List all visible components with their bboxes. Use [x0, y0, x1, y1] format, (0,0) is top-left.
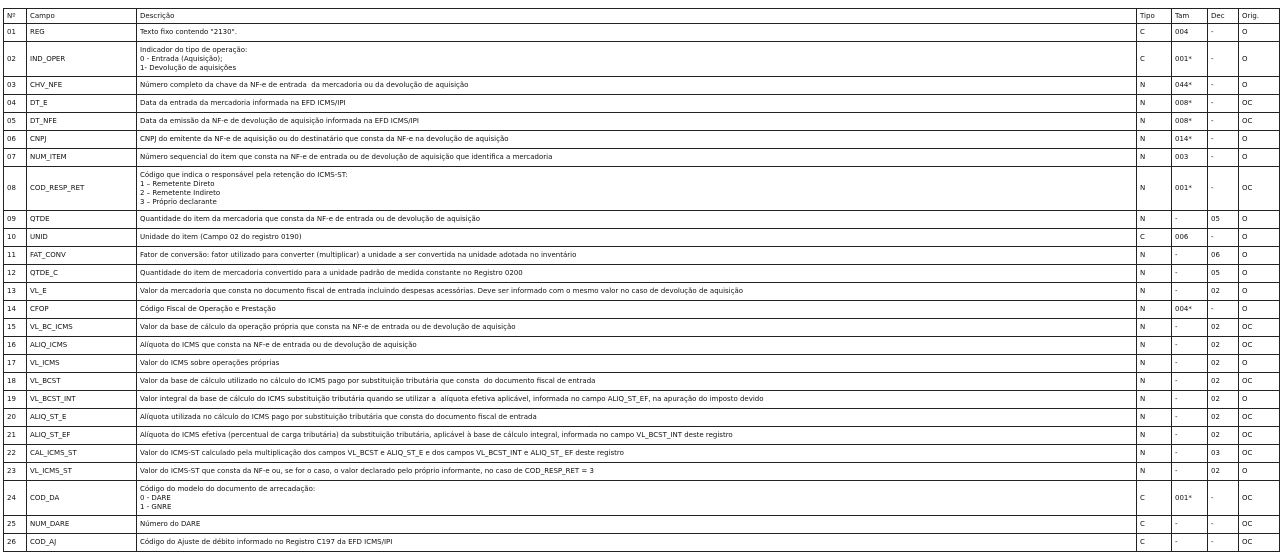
cell-dec: 02: [1208, 337, 1239, 355]
table-row: [4, 24, 1280, 42]
cell-descricao: Valor do ICMS-ST que consta da NF-e ou, se for o caso, o valor declarado pelo próprio informante, no caso de COD_RESP_RET = 3: [137, 463, 1137, 481]
cell-dec: -: [1208, 95, 1239, 113]
cell-descricao: Unidade do item (Campo 02 do registro 0190): [137, 229, 1137, 247]
cell-dec: -: [1208, 167, 1239, 211]
cell-num: 03: [4, 77, 27, 95]
cell-descricao: Valor da base de cálculo utilizado no cálculo do ICMS pago por substituição tributária que consta do documento fiscal de entrada: [137, 373, 1137, 391]
cell-orig: OC: [1239, 337, 1280, 355]
header-cell-orig: Orig.: [1239, 9, 1280, 24]
cell-campo: FAT_CONV: [27, 247, 137, 265]
header-cell-dec: Dec: [1208, 9, 1239, 24]
cell-descricao: Valor do ICMS sobre operações próprias: [137, 355, 1137, 373]
cell-num: 13: [4, 283, 27, 301]
cell-dec: 02: [1208, 373, 1239, 391]
cell-tipo: N: [1137, 95, 1172, 113]
cell-tam: -: [1172, 211, 1208, 229]
cell-num: 18: [4, 373, 27, 391]
cell-num: 12: [4, 265, 27, 283]
cell-num: 21: [4, 427, 27, 445]
cell-tam: -: [1172, 516, 1208, 534]
cell-num: 06: [4, 131, 27, 149]
cell-orig: O: [1239, 247, 1280, 265]
cell-descricao: Número sequencial do item que consta na NF-e de entrada ou de devolução de aquisição que identifica a mercadoria: [137, 149, 1137, 167]
cell-orig: OC: [1239, 167, 1280, 211]
cell-tipo: N: [1137, 409, 1172, 427]
cell-tipo: N: [1137, 265, 1172, 283]
cell-tipo: N: [1137, 301, 1172, 319]
table-row: [4, 409, 1280, 427]
cell-num: 10: [4, 229, 27, 247]
cell-orig: OC: [1239, 516, 1280, 534]
cell-tipo: N: [1137, 113, 1172, 131]
cell-tam: 008*: [1172, 113, 1208, 131]
cell-campo: VL_ICMS: [27, 355, 137, 373]
cell-campo: CHV_NFE: [27, 77, 137, 95]
cell-tam: -: [1172, 391, 1208, 409]
cell-campo: QTDE: [27, 211, 137, 229]
cell-dec: -: [1208, 113, 1239, 131]
table-row: [4, 42, 1280, 77]
cell-tam: -: [1172, 247, 1208, 265]
header-cell-descricao: Descrição: [137, 9, 1137, 24]
cell-tam: -: [1172, 373, 1208, 391]
register-table-container: [3, 8, 1280, 552]
cell-num: 15: [4, 319, 27, 337]
cell-orig: O: [1239, 463, 1280, 481]
cell-descricao: Valor do ICMS-ST calculado pela multiplicação dos campos VL_BCST e ALIQ_ST_E e dos campos VL_BCST_INT e ALIQ_ST_ EF deste registro: [137, 445, 1137, 463]
cell-tam: -: [1172, 337, 1208, 355]
cell-num: 05: [4, 113, 27, 131]
cell-tam: 001*: [1172, 167, 1208, 211]
cell-num: 04: [4, 95, 27, 113]
cell-orig: OC: [1239, 534, 1280, 552]
cell-tipo: N: [1137, 445, 1172, 463]
cell-dec: -: [1208, 24, 1239, 42]
cell-descricao: Valor integral da base de cálculo do ICMS substituição tributária quando se utilizar a alíquota efetiva aplicável, informada no campo ALIQ_ST_EF, na apuração do imposto devido: [137, 391, 1137, 409]
table-row: [4, 373, 1280, 391]
cell-orig: O: [1239, 211, 1280, 229]
cell-tipo: N: [1137, 427, 1172, 445]
cell-descricao: Número do DARE: [137, 516, 1137, 534]
cell-campo: REG: [27, 24, 137, 42]
table-row: [4, 534, 1280, 552]
cell-dec: -: [1208, 149, 1239, 167]
cell-dec: 02: [1208, 409, 1239, 427]
cell-dec: -: [1208, 77, 1239, 95]
cell-tipo: C: [1137, 42, 1172, 77]
cell-tipo: N: [1137, 77, 1172, 95]
cell-descricao: Valor da base de cálculo da operação própria que consta na NF-e de entrada ou de devolução de aquisição: [137, 319, 1137, 337]
cell-tipo: C: [1137, 534, 1172, 552]
table-row: [4, 301, 1280, 319]
table-row: [4, 516, 1280, 534]
cell-descricao: Quantidade do item da mercadoria que consta da NF-e de entrada ou de devolução de aquisição: [137, 211, 1137, 229]
cell-campo: CNPJ: [27, 131, 137, 149]
table-row: [4, 77, 1280, 95]
cell-tam: -: [1172, 463, 1208, 481]
cell-descricao: Alíquota utilizada no cálculo do ICMS pago por substituição tributária que consta do documento fiscal de entrada: [137, 409, 1137, 427]
cell-campo: VL_E: [27, 283, 137, 301]
cell-num: 23: [4, 463, 27, 481]
header-cell-tipo: Tipo: [1137, 9, 1172, 24]
cell-orig: O: [1239, 149, 1280, 167]
header-cell-num: Nº: [4, 9, 27, 24]
cell-descricao: Código do Ajuste de débito informado no Registro C197 da EFD ICMS/IPI: [137, 534, 1137, 552]
cell-num: 14: [4, 301, 27, 319]
cell-campo: IND_OPER: [27, 42, 137, 77]
cell-campo: COD_RESP_RET: [27, 167, 137, 211]
table-row: [4, 229, 1280, 247]
table-row: [4, 265, 1280, 283]
cell-tam: 003: [1172, 149, 1208, 167]
cell-descricao: Código do modelo do documento de arrecadação: 0 - DARE 1 - GNRE: [137, 481, 1137, 516]
cell-num: 25: [4, 516, 27, 534]
cell-orig: OC: [1239, 445, 1280, 463]
cell-tam: 008*: [1172, 95, 1208, 113]
cell-campo: NUM_DARE: [27, 516, 137, 534]
cell-orig: OC: [1239, 427, 1280, 445]
cell-campo: VL_BCST: [27, 373, 137, 391]
cell-tam: 001*: [1172, 481, 1208, 516]
table-row: [4, 283, 1280, 301]
cell-tam: -: [1172, 427, 1208, 445]
cell-num: 09: [4, 211, 27, 229]
cell-descricao: Data da emissão da NF-e de devolução de aquisição informada na EFD ICMS/IPI: [137, 113, 1137, 131]
cell-orig: O: [1239, 229, 1280, 247]
table-row: [4, 427, 1280, 445]
cell-num: 17: [4, 355, 27, 373]
cell-num: 07: [4, 149, 27, 167]
cell-campo: VL_ICMS_ST: [27, 463, 137, 481]
cell-num: 20: [4, 409, 27, 427]
cell-campo: ALIQ_ST_EF: [27, 427, 137, 445]
cell-tam: -: [1172, 445, 1208, 463]
cell-orig: O: [1239, 301, 1280, 319]
cell-tipo: N: [1137, 283, 1172, 301]
cell-num: 19: [4, 391, 27, 409]
cell-orig: O: [1239, 24, 1280, 42]
cell-campo: DT_NFE: [27, 113, 137, 131]
cell-orig: OC: [1239, 319, 1280, 337]
table-row: [4, 131, 1280, 149]
cell-campo: ALIQ_ST_E: [27, 409, 137, 427]
cell-orig: O: [1239, 355, 1280, 373]
cell-tipo: C: [1137, 516, 1172, 534]
cell-campo: COD_DA: [27, 481, 137, 516]
cell-campo: CFOP: [27, 301, 137, 319]
cell-tipo: N: [1137, 319, 1172, 337]
cell-campo: ALIQ_ICMS: [27, 337, 137, 355]
cell-descricao: Fator de conversão: fator utilizado para converter (multiplicar) a unidade a ser convertida na unidade adotada no inventário: [137, 247, 1137, 265]
cell-campo: NUM_ITEM: [27, 149, 137, 167]
cell-tipo: C: [1137, 229, 1172, 247]
cell-tam: 004: [1172, 24, 1208, 42]
cell-tam: 044*: [1172, 77, 1208, 95]
table-row: [4, 319, 1280, 337]
cell-num: 16: [4, 337, 27, 355]
cell-campo: VL_BCST_INT: [27, 391, 137, 409]
cell-num: 08: [4, 167, 27, 211]
header-cell-tam: Tam: [1172, 9, 1208, 24]
cell-tam: 004*: [1172, 301, 1208, 319]
cell-dec: 06: [1208, 247, 1239, 265]
cell-dec: -: [1208, 131, 1239, 149]
cell-dec: 02: [1208, 391, 1239, 409]
cell-descricao: Texto fixo contendo "2130".: [137, 24, 1137, 42]
cell-num: 11: [4, 247, 27, 265]
table-row: [4, 391, 1280, 409]
cell-dec: 02: [1208, 319, 1239, 337]
table-row: [4, 95, 1280, 113]
cell-descricao: Alíquota do ICMS efetiva (percentual de carga tributária) da substituição tributária, aplicável à base de cálculo integral, informada no campo VL_BCST_INT deste registro: [137, 427, 1137, 445]
cell-descricao: CNPJ do emitente da NF-e de aquisição ou do destinatário que consta da NF-e na devolução de aquisição: [137, 131, 1137, 149]
cell-orig: O: [1239, 77, 1280, 95]
cell-tipo: N: [1137, 391, 1172, 409]
cell-tam: -: [1172, 265, 1208, 283]
cell-tipo: N: [1137, 149, 1172, 167]
cell-dec: 02: [1208, 355, 1239, 373]
cell-dec: -: [1208, 301, 1239, 319]
cell-tam: 006: [1172, 229, 1208, 247]
cell-orig: OC: [1239, 481, 1280, 516]
cell-tipo: N: [1137, 211, 1172, 229]
cell-tam: -: [1172, 409, 1208, 427]
table-row: [4, 113, 1280, 131]
cell-tam: -: [1172, 283, 1208, 301]
cell-tipo: N: [1137, 373, 1172, 391]
cell-orig: O: [1239, 131, 1280, 149]
cell-tipo: N: [1137, 131, 1172, 149]
cell-tam: 001*: [1172, 42, 1208, 77]
cell-descricao: Valor da mercadoria que consta no documento fiscal de entrada incluindo despesas acessórias. Deve ser informado com o mesmo valor no caso de devolução de aquisição: [137, 283, 1137, 301]
cell-orig: O: [1239, 265, 1280, 283]
cell-dec: 02: [1208, 463, 1239, 481]
cell-tipo: C: [1137, 24, 1172, 42]
cell-descricao: Código Fiscal de Operação e Prestação: [137, 301, 1137, 319]
cell-orig: O: [1239, 283, 1280, 301]
cell-num: 22: [4, 445, 27, 463]
cell-num: 02: [4, 42, 27, 77]
cell-campo: UNID: [27, 229, 137, 247]
cell-dec: -: [1208, 481, 1239, 516]
cell-orig: OC: [1239, 409, 1280, 427]
cell-dec: -: [1208, 516, 1239, 534]
cell-dec: 05: [1208, 265, 1239, 283]
table-row: [4, 167, 1280, 211]
cell-dec: 03: [1208, 445, 1239, 463]
table-row: [4, 463, 1280, 481]
cell-num: 26: [4, 534, 27, 552]
cell-dec: -: [1208, 42, 1239, 77]
cell-tipo: N: [1137, 337, 1172, 355]
cell-dec: -: [1208, 229, 1239, 247]
table-row: [4, 445, 1280, 463]
cell-descricao: Data da entrada da mercadoria informada na EFD ICMS/IPI: [137, 95, 1137, 113]
cell-orig: O: [1239, 391, 1280, 409]
cell-tipo: N: [1137, 167, 1172, 211]
table-body: [4, 9, 1280, 552]
cell-orig: OC: [1239, 113, 1280, 131]
cell-tipo: N: [1137, 355, 1172, 373]
cell-dec: 02: [1208, 427, 1239, 445]
table-row: [4, 149, 1280, 167]
cell-orig: OC: [1239, 373, 1280, 391]
cell-descricao: Número completo da chave da NF-e de entrada da mercadoria ou da devolução de aquisição: [137, 77, 1137, 95]
cell-dec: 02: [1208, 283, 1239, 301]
cell-orig: O: [1239, 42, 1280, 77]
table-row: [4, 211, 1280, 229]
header-cell-campo: Campo: [27, 9, 137, 24]
cell-num: 24: [4, 481, 27, 516]
table-row: [4, 355, 1280, 373]
register-2130-table: [3, 8, 1280, 552]
cell-campo: QTDE_C: [27, 265, 137, 283]
cell-tipo: C: [1137, 481, 1172, 516]
cell-dec: 05: [1208, 211, 1239, 229]
cell-descricao: Indicador do tipo de operação: 0 - Entrada (Aquisição); 1- Devolução de aquisições: [137, 42, 1137, 77]
cell-descricao: Quantidade do item de mercadoria convertido para a unidade padrão de medida constante no Registro 0200: [137, 265, 1137, 283]
cell-tipo: N: [1137, 463, 1172, 481]
table-header-row: [4, 9, 1280, 24]
table-row: [4, 337, 1280, 355]
cell-num: 01: [4, 24, 27, 42]
cell-tipo: N: [1137, 247, 1172, 265]
cell-descricao: Alíquota do ICMS que consta na NF-e de entrada ou de devolução de aquisição: [137, 337, 1137, 355]
cell-campo: VL_BC_ICMS: [27, 319, 137, 337]
cell-tam: -: [1172, 534, 1208, 552]
cell-tam: 014*: [1172, 131, 1208, 149]
table-row: [4, 481, 1280, 516]
cell-descricao: Código que indica o responsável pela retenção do ICMS-ST: 1 – Remetente Direto 2 – Remetente Indireto 3 – Próprio declarante: [137, 167, 1137, 211]
cell-campo: CAL_ICMS_ST: [27, 445, 137, 463]
cell-campo: DT_E: [27, 95, 137, 113]
cell-orig: OC: [1239, 95, 1280, 113]
cell-tam: -: [1172, 355, 1208, 373]
cell-dec: -: [1208, 534, 1239, 552]
table-row: [4, 247, 1280, 265]
cell-tam: -: [1172, 319, 1208, 337]
cell-campo: COD_AJ: [27, 534, 137, 552]
